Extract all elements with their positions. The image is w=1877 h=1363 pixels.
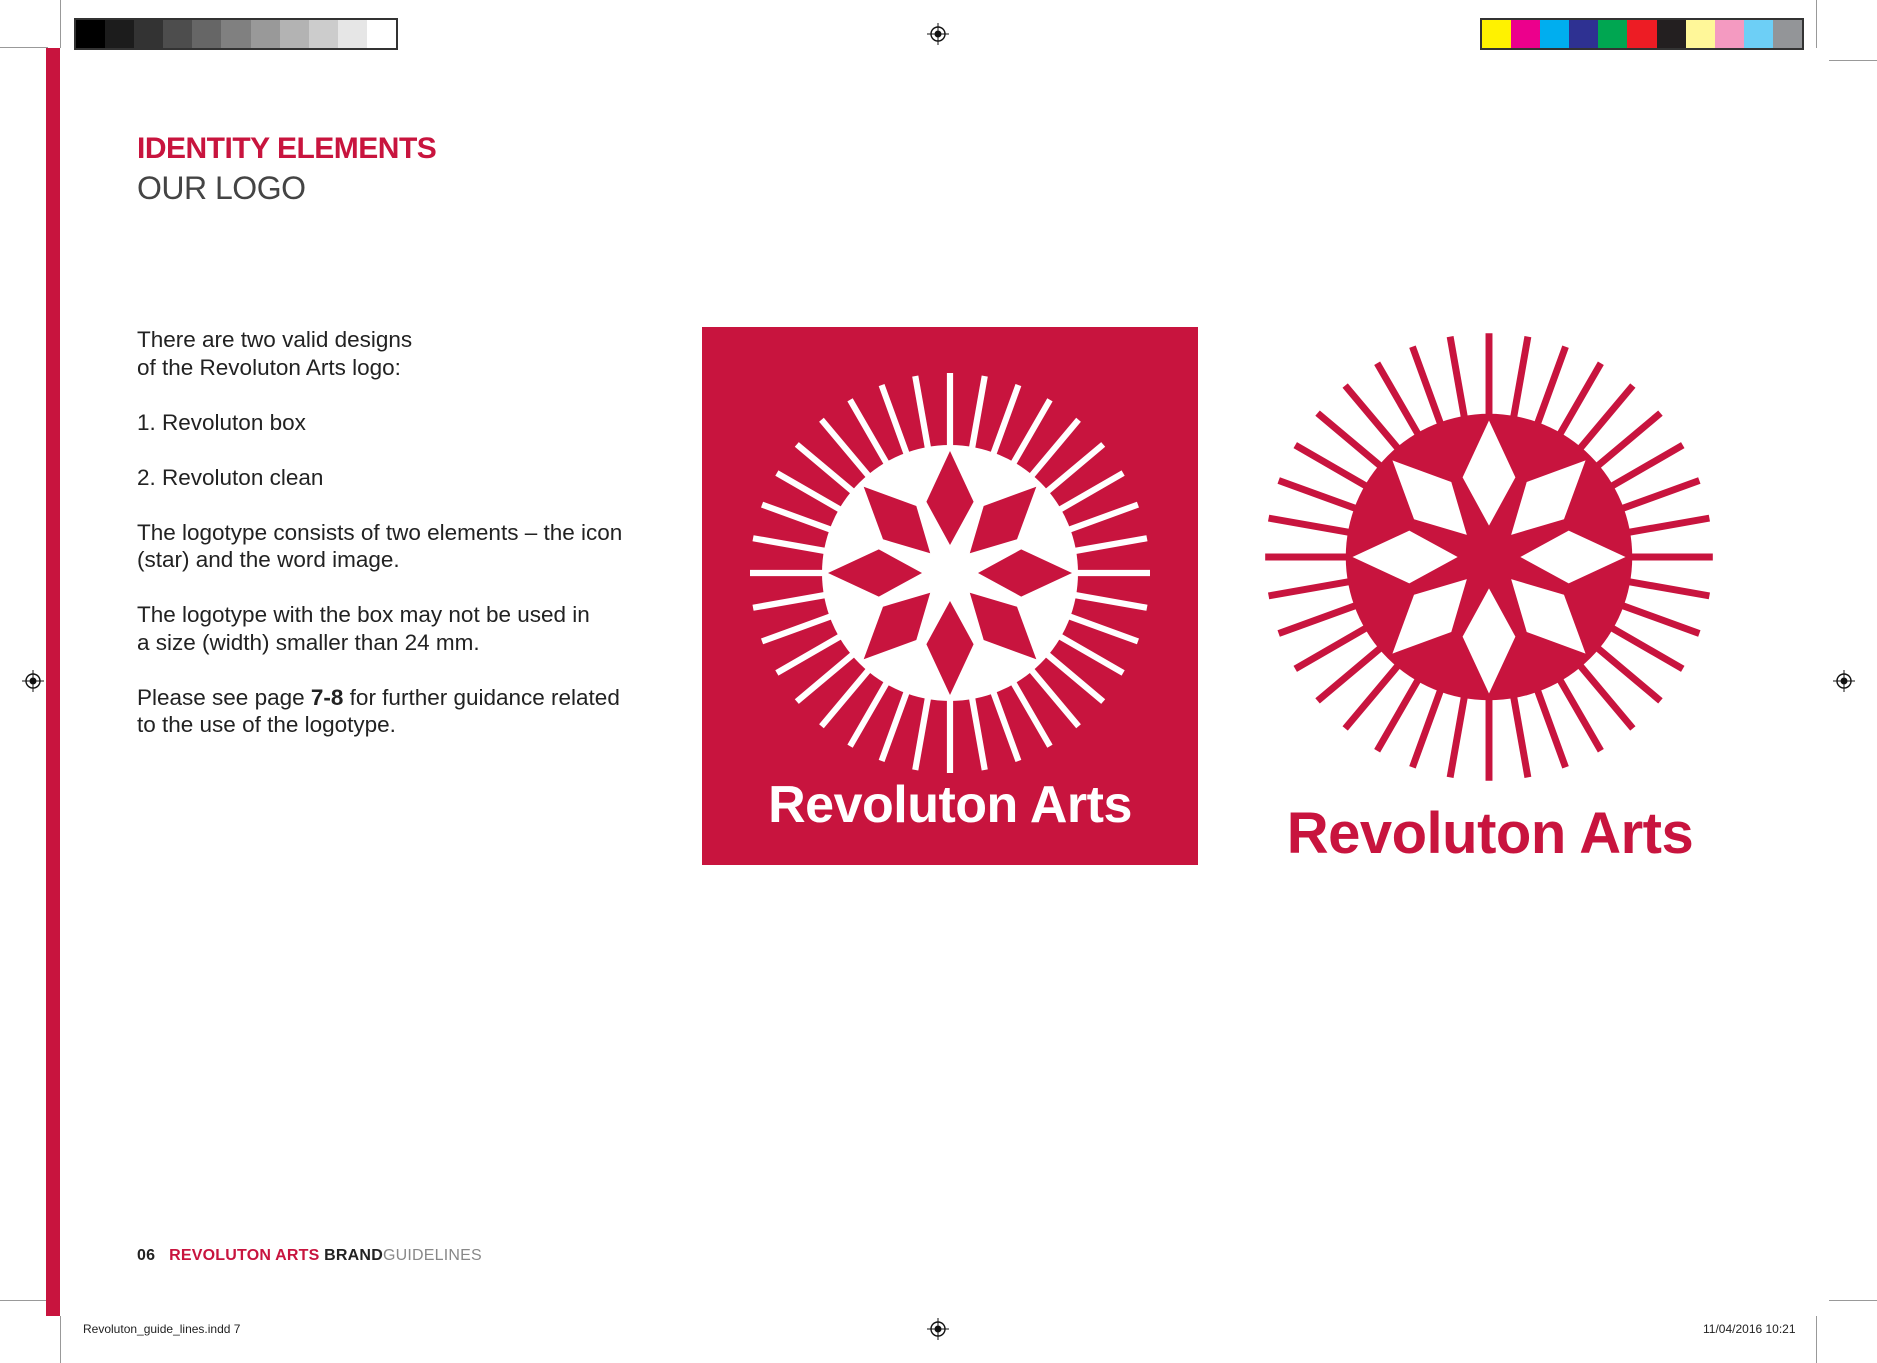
star-ray [761,610,840,644]
color-swatch [192,20,221,48]
reference-paragraph [137,684,677,739]
star-ray [1268,515,1360,538]
color-swatch [309,20,338,48]
reference-suffix: for further guidance related [343,684,620,710]
reference-prefix: Please see page [137,684,311,710]
star-ray [987,384,1021,463]
star-ray [879,683,913,762]
star-ray [1268,576,1360,599]
color-swatch [163,20,192,48]
reference-pages: 7-8 [310,684,344,710]
star-ray [1531,346,1569,435]
footer-brand-word: BRAND [324,1247,383,1264]
star-ray [1278,477,1367,515]
footer-brand: REVOLUTON ARTS [169,1247,320,1264]
color-swatch [1511,20,1540,48]
star-ray [1612,599,1701,637]
star-ray [987,683,1021,762]
star-ray [1486,689,1493,781]
star-ray [1508,686,1531,778]
slug-datetime: 11/04/2016 10:21 [1703,1322,1796,1336]
page-footer [137,1247,482,1265]
star-ray [1618,576,1710,599]
list-item: 1. Revoluton box [137,409,306,435]
crop-mark [1816,1316,1817,1363]
star-ray [1618,515,1710,538]
star-ray [912,689,932,771]
star-ray [1278,599,1367,637]
star-ray [947,373,953,455]
color-swatch [338,20,367,48]
color-swatch [105,20,134,48]
color-swatch [280,20,309,48]
page-number: 06 [137,1247,156,1264]
star-ray [912,376,932,458]
star-ray [1612,477,1701,515]
body-copy [137,326,677,766]
color-swatch [76,20,105,48]
star-ray [1066,590,1148,610]
section-subtitle: OUR LOGO [137,170,306,206]
star-ray [1486,333,1493,425]
color-swatch [134,20,163,48]
star-ray [761,502,840,536]
logo-box-version [702,327,1198,865]
color-swatch [1569,20,1598,48]
registration-mark-icon [22,670,44,692]
star-ray [1060,502,1139,536]
star-ray [1531,680,1569,769]
slug-filename: Revoluton_guide_lines.indd 7 [83,1322,241,1336]
list-item: 2. Revoluton clean [137,464,324,490]
clean-wordmark: Revoluton Arts [1286,801,1694,866]
color-swatch [221,20,250,48]
registration-mark-icon [1833,670,1855,692]
registration-mark-icon [927,1318,949,1340]
logo-clean-version [1250,322,1730,866]
color-swatch-bar [1480,18,1804,50]
star-ray [1621,554,1713,561]
color-swatch [1627,20,1656,48]
elements-line-1: The logotype consists of two elements – the icon [137,519,623,545]
intro-line-1: There are two valid designs [137,327,413,352]
elements-paragraph [137,519,677,574]
star-ray [1068,570,1150,576]
revoluton-star-icon [1254,322,1724,792]
crop-mark [1829,1300,1877,1301]
star-ray [1060,610,1139,644]
color-swatch [1773,20,1802,48]
star-ray [1066,535,1148,555]
color-swatch [1482,20,1511,48]
color-swatch [1657,20,1686,48]
crop-mark [60,0,61,48]
star-ray [879,384,913,463]
section-title: IDENTITY ELEMENTS [137,132,437,165]
color-swatch [251,20,280,48]
color-swatch [367,20,396,48]
star-ray [967,376,987,458]
star-ray [1265,554,1357,561]
footer-guidelines-word: GUIDELINES [382,1247,482,1264]
color-swatch [1540,20,1569,48]
crop-mark [1829,60,1877,61]
color-swatch [1744,20,1773,48]
intro-paragraph [137,326,677,381]
page-spine-bar [46,48,60,1316]
elements-line-2: (star) and the word image. [137,547,400,572]
crop-mark [60,1316,61,1363]
color-swatch [1598,20,1627,48]
grey-swatch-bar [74,18,398,50]
intro-line-2: of the Revoluton Arts logo: [137,354,401,380]
star-ray [1447,336,1470,428]
star-ray [1447,686,1470,778]
size-paragraph [137,601,677,656]
crop-mark [0,47,48,48]
registration-mark-icon [927,23,949,45]
revoluton-star-icon [740,363,1160,783]
color-swatch [1715,20,1744,48]
star-ray [967,689,987,771]
star-ray [1409,346,1447,435]
star-ray [750,570,832,576]
star-ray [1508,336,1531,428]
reference-line-2: to the use of the logotype. [137,712,396,737]
size-line-1: The logotype with the box may not be used in [137,602,590,627]
star-ray [753,535,835,555]
crop-mark [1816,0,1817,48]
color-swatch [1686,20,1715,48]
box-wordmark: Revoluton Arts [768,776,1132,834]
star-ray [1409,680,1447,769]
star-ray [947,691,953,773]
size-line-2: a size (width) smaller than 24 mm. [137,629,480,655]
star-ray [753,590,835,610]
crop-mark [0,1300,48,1301]
